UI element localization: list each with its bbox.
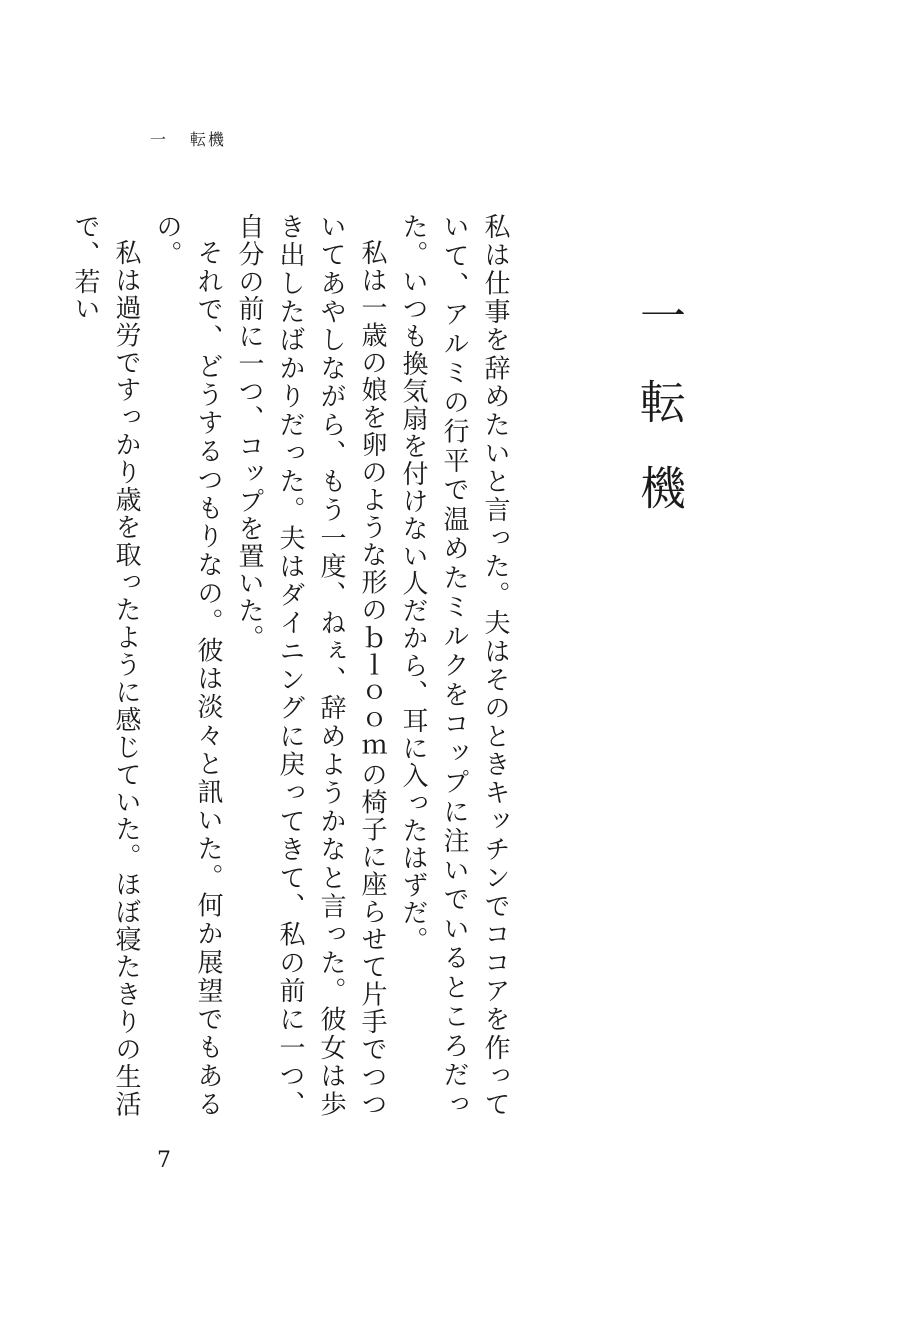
paragraph: 私は一歳の娘を卵のような形のｂｌｏｏｍの椅子に座らせて片手でつついてあやしながら、もう一度、ねぇ、辞めようかなと言った。彼女は歩き出したばかりだった。夫はダイニングに戻ってきて、私の前に一つ、自分の前に一つ、コップを置いた。 xyxy=(234,213,387,1118)
running-head-chapter-title: 転機 xyxy=(190,130,227,149)
chapter-title: 転機 xyxy=(633,378,687,550)
paragraph: 私は仕事を辞めたいと言った。夫はそのときキッチンでココアを作っていて、アルミの行平で温めたミルクをコップに注いでいるところだった。いつも換気扇を付けない人だから、耳に入ったはずだ。 xyxy=(398,213,510,1118)
page-number: 7 xyxy=(157,1148,171,1173)
chapter-number: 一 xyxy=(633,292,687,378)
chapter-heading xyxy=(630,292,690,550)
running-head-chapter-number: 一 xyxy=(150,130,169,149)
paragraph: それで、どうするつもりなの。彼は淡々と訊いた。何か展望でもあるの。 xyxy=(152,213,223,1118)
running-head xyxy=(150,127,226,150)
body-text xyxy=(64,213,515,1118)
paragraph: 私は過労ですっかり歳を取ったように感じていた。ほぼ寝たきりの生活で、若い xyxy=(70,213,141,1118)
